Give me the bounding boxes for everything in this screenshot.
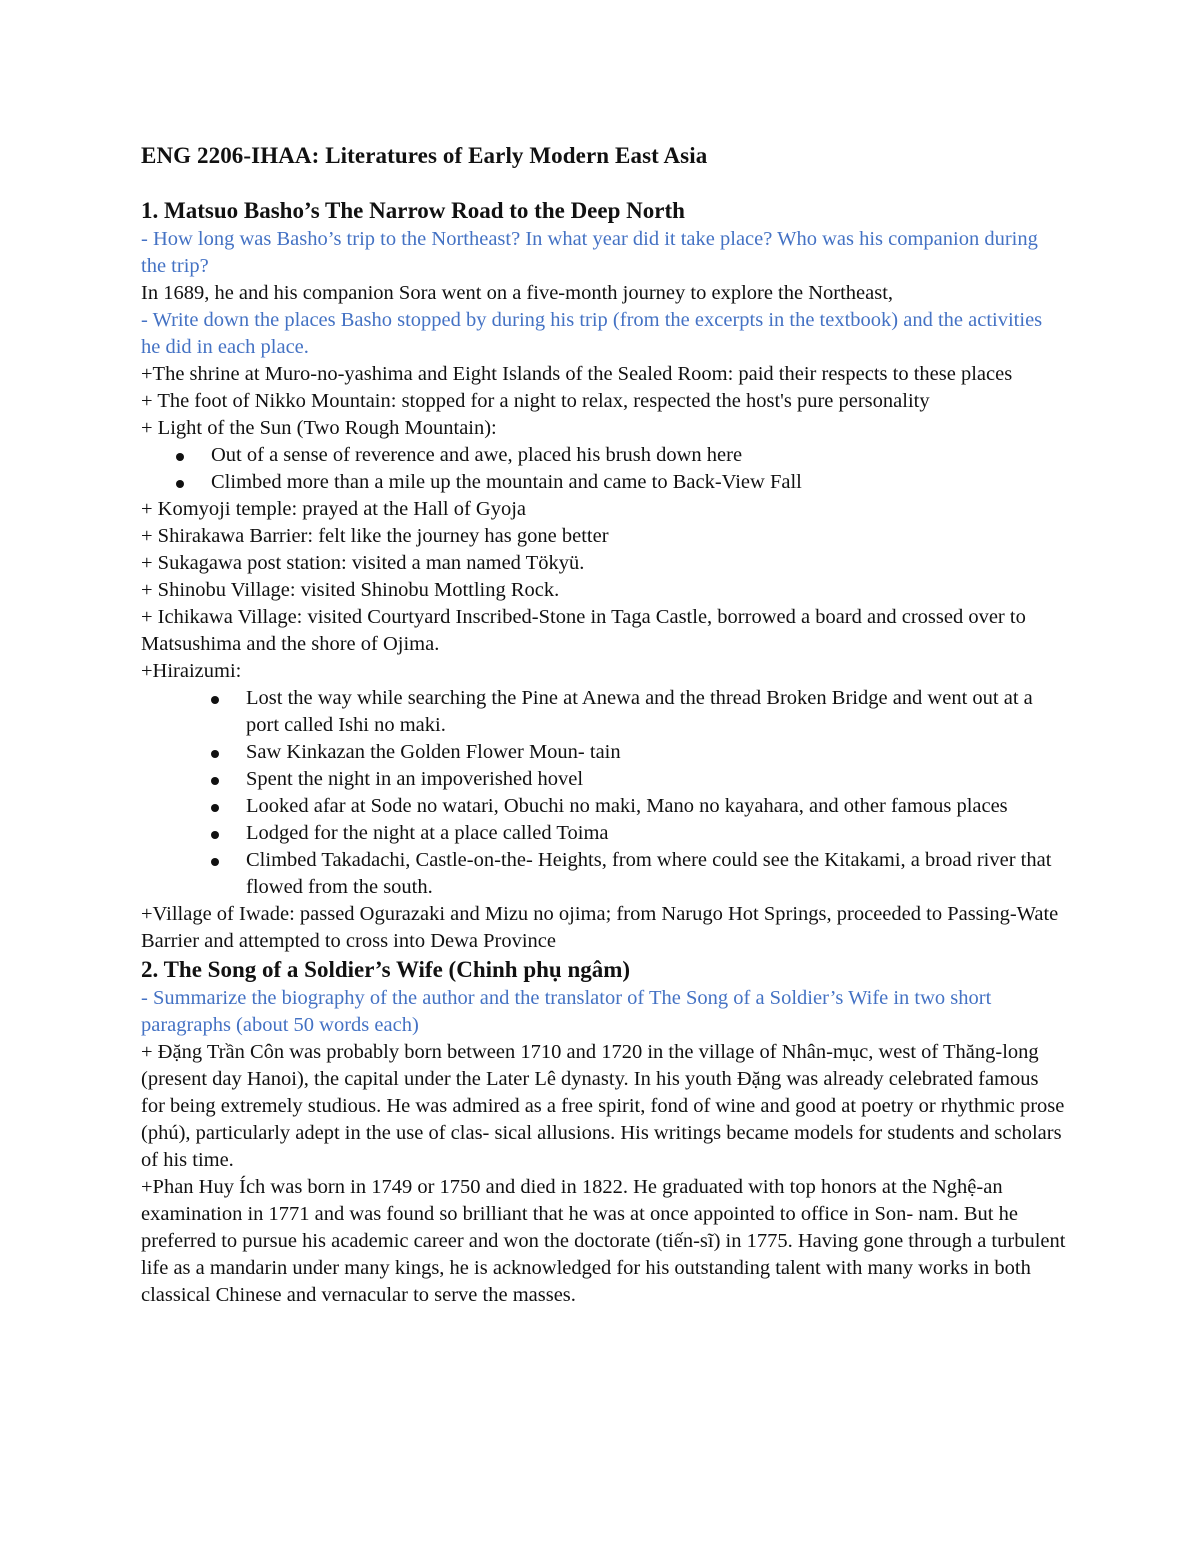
hiraizumi-list xyxy=(141,685,1066,901)
document-page xyxy=(141,140,1066,1309)
place-shirakawa-barrier: + Shirakawa Barrier: felt like the journey has gone better xyxy=(141,525,609,547)
list-item xyxy=(141,820,1066,847)
section-2-heading: 2. The Song of a Soldier’s Wife (Chinh phụ ngâm) xyxy=(141,957,631,982)
section-1-heading: 1. Matsuo Basho’s The Narrow Road to the Deep North xyxy=(141,198,685,223)
place-light-of-the-sun: + Light of the Sun (Two Rough Mountain): xyxy=(141,417,497,439)
place-ichikawa-village: + Ichikawa Village: visited Courtyard Inscribed-Stone in Taga Castle, borrowed a board and crossed over to Matsushima and the shore of Ojima. xyxy=(141,606,1026,655)
bullet-icon xyxy=(211,858,219,866)
list-item xyxy=(141,739,1066,766)
list-item-text: Looked afar at Sode no watari, Obuchi no maki, Mano no kayahara, and other famous places xyxy=(246,795,1008,817)
bullet-icon xyxy=(211,696,219,704)
bullet-icon xyxy=(211,777,219,785)
bullet-icon xyxy=(211,831,219,839)
question-biography: - Summarize the biography of the author and the translator of The Song of a Soldier’s Wife in two short paragraphs (about 50 words each) xyxy=(141,987,992,1036)
answer-trip-length: In 1689, he and his companion Sora went on a five-month journey to explore the Northeast, xyxy=(141,282,894,304)
bullet-icon xyxy=(211,750,219,758)
place-komyoji-temple: + Komyoji temple: prayed at the Hall of Gyoja xyxy=(141,498,527,520)
list-item-text: Climbed more than a mile up the mountain and came to Back-View Fall xyxy=(211,471,802,493)
section-basho xyxy=(141,196,1066,955)
place-shinobu-village: + Shinobu Village: visited Shinobu Mottling Rock. xyxy=(141,579,560,601)
list-item-text: Out of a sense of reverence and awe, placed his brush down here xyxy=(211,444,743,466)
question-places: - Write down the places Basho stopped by during his trip (from the excerpts in the textbook) and the activities he did in each place. xyxy=(141,309,1043,358)
biography-author: + Đặng Trần Côn was probably born between 1710 and 1720 in the village of Nhân-mục, west of Thăng-long (present day Hanoi), the capital under the Later Lê dynasty. In his youth Đặng was already celebrated famous for being extremely studious. He was admired as a free spirit, fond of wine and good at poetry or rhythmic prose (phú), particularly adept in the use of clas- sical allusions. His writings became models for students and scholars of his time. xyxy=(141,1041,1065,1171)
bullet-icon xyxy=(176,453,184,461)
list-item xyxy=(141,442,1066,469)
place-hiraizumi: +Hiraizumi: xyxy=(141,660,242,682)
list-item xyxy=(141,793,1066,820)
list-item xyxy=(141,469,1066,496)
place-muro-no-yashima: +The shrine at Muro-no-yashima and Eight Islands of the Sealed Room: paid their respects to these places xyxy=(141,363,1013,385)
biography-translator: +Phan Huy Ích was born in 1749 or 1750 and died in 1822. He graduated with top honors at the Nghệ-an examination in 1771 and was found so brilliant that he was at once appointed to office in Son- nam. But he preferred to pursue his academic career and won the doctorate (tiến-sĩ) in 1775. Having gone through a turbulent life as a mandarin under many kings, he is acknowledged for his outstanding talent with many works in both classical Chinese and vernacular to serve the masses. xyxy=(141,1176,1066,1306)
list-item-text: Saw Kinkazan the Golden Flower Moun- tain xyxy=(246,741,621,763)
bullet-icon xyxy=(176,480,184,488)
bullet-icon xyxy=(211,804,219,812)
document-title: ENG 2206-IHAA: Literatures of Early Modern East Asia xyxy=(141,143,708,168)
section-soldiers-wife xyxy=(141,955,1066,1309)
list-item xyxy=(141,847,1066,901)
place-sukagawa: + Sukagawa post station: visited a man named Tökyü. xyxy=(141,552,585,574)
list-item-text: Climbed Takadachi, Castle-on-the- Heights, from where could see the Kitakami, a broad river that flowed from the south. xyxy=(246,849,1052,898)
list-item xyxy=(141,685,1066,739)
place-village-of-iwade: +Village of Iwade: passed Ogurazaki and Mizu no ojima; from Narugo Hot Springs, proceeded to Passing-Wate Barrier and attempted to cross into Dewa Province xyxy=(141,903,1059,952)
place-nikko-mountain: + The foot of Nikko Mountain: stopped for a night to relax, respected the host's pure personality xyxy=(141,390,930,412)
question-trip-length: - How long was Basho’s trip to the Northeast? In what year did it take place? Who was his companion during the trip? xyxy=(141,228,1038,277)
list-item-text: Spent the night in an impoverished hovel xyxy=(246,768,584,790)
list-item-text: Lost the way while searching the Pine at Anewa and the thread Broken Bridge and went out at a port called Ishi no maki. xyxy=(246,687,1033,736)
list-item-text: Lodged for the night at a place called Toima xyxy=(246,822,609,844)
light-of-the-sun-list xyxy=(141,442,1066,496)
list-item xyxy=(141,766,1066,793)
